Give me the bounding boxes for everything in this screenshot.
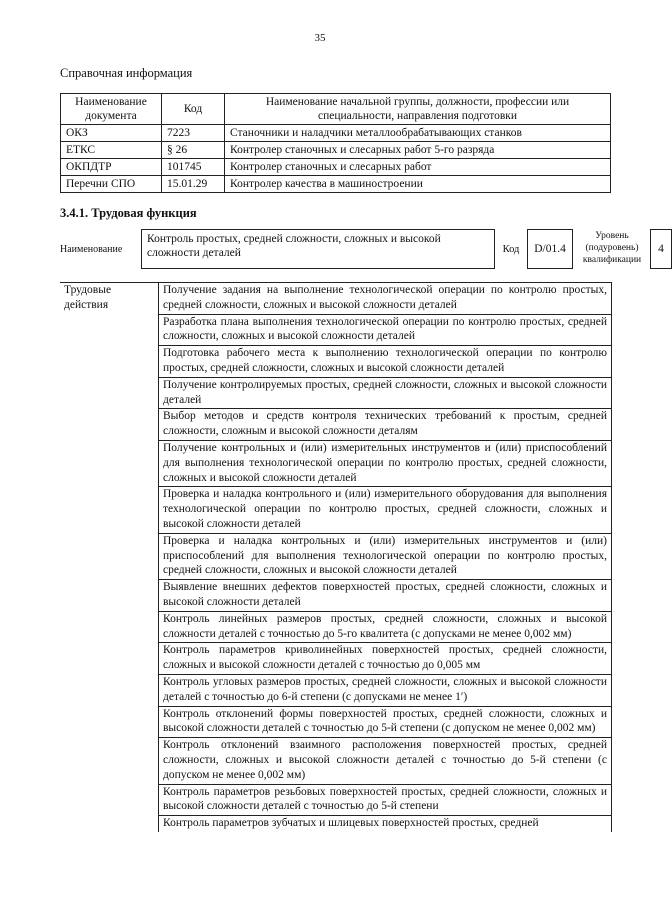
- qualification-level-value: 4: [650, 229, 672, 269]
- cell-document: ОКПДТР: [61, 159, 162, 176]
- labor-function-code: D/01.4: [527, 229, 573, 269]
- reference-table: [60, 93, 611, 193]
- table-row: [61, 159, 611, 176]
- labor-function-name-label: Наименование: [60, 243, 123, 255]
- labor-action-item: Получение контролируемых простых, средней сложности, сложных и высокой сложности деталей: [159, 377, 612, 409]
- table-row: [60, 283, 612, 315]
- labor-function-code-label: Код: [502, 243, 520, 255]
- header-group-name: Наименование начальной группы, должности, профессии или специальности, направления подготовки: [225, 94, 611, 125]
- labor-actions-table: [60, 282, 612, 832]
- labor-action-item: Контроль отклонений формы поверхностей простых, средней сложности, сложных и высокой сложности деталей с точностью до 5-й степени (с допуском не менее 0,002 мм): [159, 706, 612, 738]
- labor-function-row: [60, 229, 664, 269]
- section-title: 3.4.1. Трудовая функция: [60, 206, 197, 220]
- cell-code: 15.01.29: [162, 176, 225, 193]
- cell-name: Станочники и наладчики металлообрабатывающих станков: [225, 125, 611, 142]
- labor-action-item: Получение задания на выполнение технологической операции по контролю простых, средней сложности, сложных и высокой сложности деталей: [159, 283, 612, 315]
- labor-action-item: Контроль угловых размеров простых, средней сложности, сложных и высокой сложности деталей с точностью до 6-й степени (с допусками не менее 1′): [159, 674, 612, 706]
- labor-action-item: Выявление внешних дефектов поверхностей простых, средней сложности, сложных и высокой сложности деталей: [159, 580, 612, 612]
- labor-action-item: Проверка и наладка контрольных и (или) измерительных инструментов и (или) приспособлений для выполнения технологической операции по контролю простых, средней сложности, сложных и высокой сложности деталей: [159, 533, 612, 579]
- labor-action-item: Контроль параметров криволинейных поверхностей простых, средней сложности, сложных и высокой сложности деталей с точностью до 0,005 мм: [159, 643, 612, 675]
- labor-action-item: Проверка и наладка контрольного и (или) измерительного оборудования для выполнения технологической операции по контролю простых, средней сложности, сложных и высокой сложности деталей: [159, 487, 612, 533]
- cell-document: ОКЗ: [61, 125, 162, 142]
- cell-code: 101745: [162, 159, 225, 176]
- cell-code: § 26: [162, 142, 225, 159]
- labor-action-item: Контроль параметров зубчатых и шлицевых поверхностей простых, средней: [159, 816, 612, 832]
- cell-document: Перечни СПО: [61, 176, 162, 193]
- labor-action-item: Выбор методов и средств контроля технических требований к простым, средней сложности, сложным и высокой сложности деталям: [159, 409, 612, 441]
- labor-action-item: Разработка плана выполнения технологической операции по контролю простых, средней сложности, сложных и высокой сложности деталей: [159, 314, 612, 346]
- labor-function-name: Контроль простых, средней сложности, сложных и высокой сложности деталей: [141, 229, 495, 269]
- labor-action-item: Контроль параметров резьбовых поверхностей простых, средней сложности, сложных и высокой сложности деталей с точностью до 5-й степени: [159, 784, 612, 816]
- cell-name: Контролер качества в машиностроении: [225, 176, 611, 193]
- header-code: Код: [162, 94, 225, 125]
- header-document-name: Наименование документа: [61, 94, 162, 125]
- cell-document: ЕТКС: [61, 142, 162, 159]
- labor-action-item: Контроль линейных размеров простых, средней сложности, сложных и высокой сложности деталей с точностью до 5-го квалитета (с допусками не менее 0,002 мм): [159, 611, 612, 643]
- table-row: [61, 176, 611, 193]
- cell-name: Контролер станочных и слесарных работ 5-го разряда: [225, 142, 611, 159]
- labor-actions-label: Трудовые действия: [60, 283, 159, 832]
- table-row: [61, 142, 611, 159]
- cell-name: Контролер станочных и слесарных работ: [225, 159, 611, 176]
- labor-action-item: Получение контрольных и (или) измерительных инструментов и (или) приспособлений для выполнения технологической операции по контролю простых, средней сложности, сложных и высокой сложности деталей: [159, 440, 612, 486]
- reference-info-heading: Справочная информация: [60, 66, 193, 80]
- labor-action-item: Подготовка рабочего места к выполнению технологической операции по контролю простых, средней сложности, сложных и высокой сложности деталей: [159, 346, 612, 378]
- labor-action-item: Контроль отклонений взаимного расположения поверхностей простых, средней сложности, сложных и высокой сложности деталей с точностью до 5-й степени (с допуском не менее 0,002 мм): [159, 738, 612, 784]
- page-number: 35: [314, 32, 326, 44]
- qualification-level-label: Уровень (подуровень) квалификации: [582, 231, 642, 265]
- table-row: [61, 125, 611, 142]
- cell-code: 7223: [162, 125, 225, 142]
- reference-table-header-row: [61, 94, 611, 125]
